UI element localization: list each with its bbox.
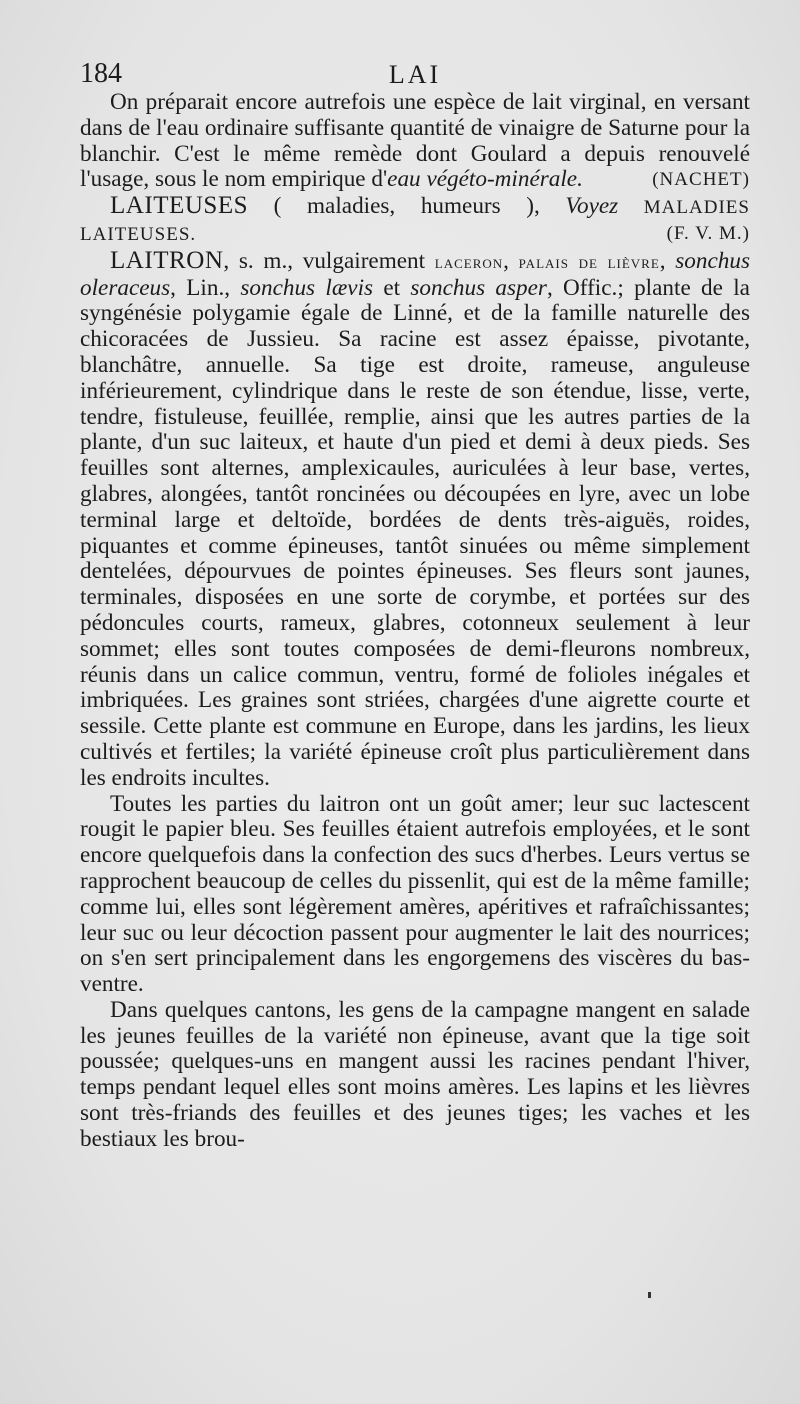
paragraph-text: On préparait encore autrefois une espèce de lait virginal, en versant dans de l'eau ordinaire suffisante quantité de vinaigre de Saturne pour la blanchir. C'est le même remède dont Goulard a depuis renouvelé l'usage, sous le nom empirique d' [80, 89, 750, 193]
running-head: LAI [388, 60, 442, 89]
entry-text: , s. m., vulgairement [223, 247, 435, 274]
entry-laitron [80, 248, 750, 792]
ink-spot [648, 1292, 651, 1298]
entry-headword: LAITEUSES [110, 192, 249, 220]
body-text [80, 90, 750, 1153]
cross-reference: MALADIES LAITEUSES. [80, 197, 750, 245]
latin-name: sonchus lævis [240, 274, 374, 301]
entry-text: ( maladies, humeurs ), [248, 193, 566, 220]
voyez-term: Voyez [565, 193, 619, 220]
latin-name: sonchus asper [410, 274, 547, 301]
paragraph-usages: Dans quelques cantons, les gens de la campagne mangent en salade les jeunes feuilles de la variété non épineuse, avant que la tige soit poussée; quelques-uns en mangent aussi les racines pendant l'hiver, temps pendant lequel elles sont moins amères. Les lapins et les lièvres sont très-friands des feuilles et des jeunes tiges; les vaches et les bestiaux les brou- [80, 996, 750, 1152]
entry-text: , [503, 247, 519, 274]
entry-text: , Lin., [170, 274, 241, 301]
page-number: 184 [80, 58, 122, 89]
vernacular-name: palais de lièvre [518, 251, 660, 273]
page-header [80, 58, 750, 92]
entry-text: , [659, 247, 676, 274]
author-signature: (F. V. M.) [666, 222, 750, 244]
vernacular-name: laceron [434, 251, 504, 273]
entry-headword: LAITRON [110, 246, 224, 274]
latin-name: sonchus oleraceus [80, 247, 750, 301]
entry-laiteuses [80, 193, 750, 248]
paragraph-lait-virginal [80, 90, 750, 193]
entry-text: et [373, 274, 411, 301]
entry-text: , Offic.; plante de la syngénésie polygamie égale de Linné, et de la famille naturelle des chicoracées de Jussieu. Sa racine est assez épaisse, pivotante, blanchâtre, annuelle. Sa tige est droite, rameuse, anguleuse inférieurement, cylindrique dans le reste de son étendue, lisse, verte, tendre, fistuleuse, feuillée, remplie, ainsi que les autres parties de la plante, d'un suc laiteux, et haute d'un pied et demi à deux pieds. Ses feuilles sont alternes, amplexicaules, auriculées à leur base, vertes, glabres, alongées, tantôt roncinées ou découpées en lyre, avec un lobe terminal large et deltoïde, bordées de dents très-aiguës, roides, piquantes et comme épineuses, tantôt sinuées ou même simplement dentelées, dépourvues de pointes épineuses. Ses fleurs sont jaunes, terminales, disposées en une sorte de corymbe, et portées sur des pédoncules courts, rameux, glabres, cotonneux seulement à leur sommet; elles sont toutes composées de demi-fleurons nombreux, réunis dans un calice commun, ventru, formé de folioles inégales et imbriquées. Les graines sont striées, chargées d'une aigrette courte et sessile. Cette plante est commune en Europe, dans les jardins, les lieux cultivés et fertiles; la variété épineuse croît plus particulièrement dans les endroits incultes. [80, 274, 750, 791]
paragraph-proprietes: Toutes les parties du laitron ont un goût amer; leur suc lactescent rougit le papier bleu. Ses feuilles étaient autrefois employées, et le sont encore quelquefois dans la confection des sucs d'herbes. Leurs vertus se rapprochent beaucoup de celles du pissenlit, qui est de la même famille; comme lui, elles sont légèrement amères, apéritives et rafraîchissantes; leur suc ou leur décoction passent pour augmenter le lait des nourrices; on s'en sert principalement dans les engorgemens des viscères du bas-ventre. [80, 790, 750, 998]
author-signature: (NACHET) [652, 169, 750, 191]
italic-term: eau végéto-minérale. [387, 166, 583, 193]
